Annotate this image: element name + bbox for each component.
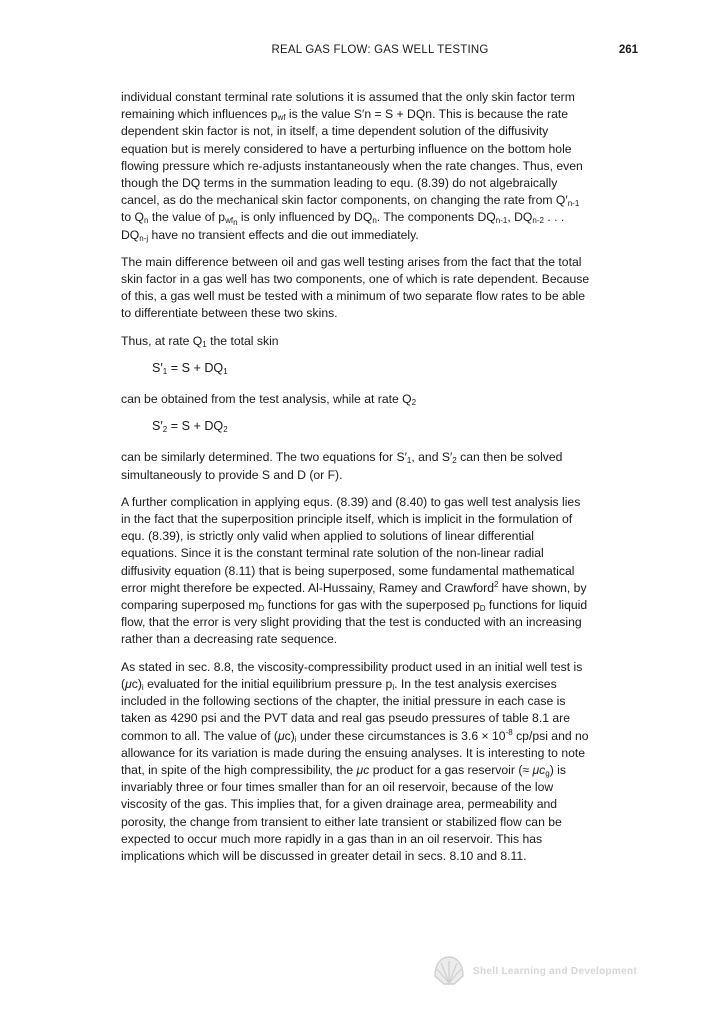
page-number: 261 xyxy=(618,44,638,56)
paragraph-2: The main difference between oil and gas well testing arises from the fact that the total skin factor in a gas well has two components, one of which is rate dependent. Because of this, a gas well must be tested with a minimum of two separate flow rates to be able to differentiate between these two skins. xyxy=(121,254,590,321)
paragraph-1: individual constant terminal rate solutions it is assumed that the only skin factor term remaining which influences $p_{wf}$ is the value S′n = S + DQn. This is because the rate dependent skin factor is not, in itself, a time dependent solution of the diffusivity equation but is merely considered to have a perturbing influence on the bottom hole flowing pressure which re-adjusts instantaneously when the rate changes. Thus, even though the DQ terms in the summation leading to equ. (8.39) do not algebraically cancel, as do the mechanical skin factor components, on changing the rate from $Q'_{n-1}$ to $Q_n$ the value of $p_{wf_n}$ is only influenced by $DQ_n$. The components $DQ_{n-1}$, $DQ_{n-2}$ . . . $DQ_{n-j}$ have no transient effects and die out immediately. xyxy=(121,90,583,243)
paragraph-6: A further complication in applying equs. (8.39) and (8.40) to gas well test analysis lies in the fact that the superposition principle itself, which is implicit in the formulation of equ. (8.39), is strictly only valid when applied to solutions of linear differential equations. Since it is the constant terminal rate solution of the non-linear radial diffusivity equation (8.11) that is being superposed, some fundamental mathematical error might therefore be expected. Al-Hussainy, Ramey and Crawford$^2$ have shown, by comparing superposed $m_D$ functions for gas with the superposed $p_D$ functions for liquid flow, that the error is very slight providing that the test is conducted with an increasing rather than a decreasing rate sequence. xyxy=(121,494,588,647)
page-header xyxy=(120,44,640,60)
paragraph-4: can be obtained from the test analysis, while at rate $Q_2$ xyxy=(121,392,417,408)
running-title: REAL GAS FLOW: GAS WELL TESTING xyxy=(271,44,489,56)
footer-branding xyxy=(432,954,652,990)
paragraph-5: can be similarly determined. The two equations for $S'_1$, and $S'_2$ can then be solved simultaneously to provide S and D (or F). xyxy=(121,450,563,482)
equation-s1: $S'_1 = S + DQ_1$ xyxy=(152,360,228,376)
paragraph-7: As stated in sec. 8.8, the viscosity-compressibility product used in an initial well test is $(\mu c)_i$ evaluated for the initial equilibrium pressure $p_i$. In the test analysis exercises included in the following sections of the chapter, the initial pressure in each case is taken as 4290 psi and the PVT data and real gas pseudo pressures of table 8.1 are common to all. The value of $(\mu c)_i$ under these circumstances is $3.6 \times 10^{-8}$ cp/psi and no allowance for its variation is made during the ensuing analyses. It is interesting to note that, in spite of the high compressibility, the μc product for a gas reservoir (≈ $\mu c_g$) is invariably three or four times smaller than for an oil reservoir, because of the low viscosity of the gas. This implies that, for a given drainage area, permeability and porosity, the change from transient to either late transient or stabilized flow can be expected to occur much more rapidly in a gas than in an oil reservoir. This has implications which will be discussed in greater detail in secs. 8.10 and 8.11. xyxy=(121,659,589,863)
brand-text: Shell Learning and Development xyxy=(473,966,638,977)
shell-logo-icon xyxy=(432,954,466,988)
body-text xyxy=(121,89,641,875)
paragraph-3: Thus, at rate $Q_1$ the total skin xyxy=(121,333,279,349)
equation-s2: $S'_2 = S + DQ_2$ xyxy=(152,419,228,435)
